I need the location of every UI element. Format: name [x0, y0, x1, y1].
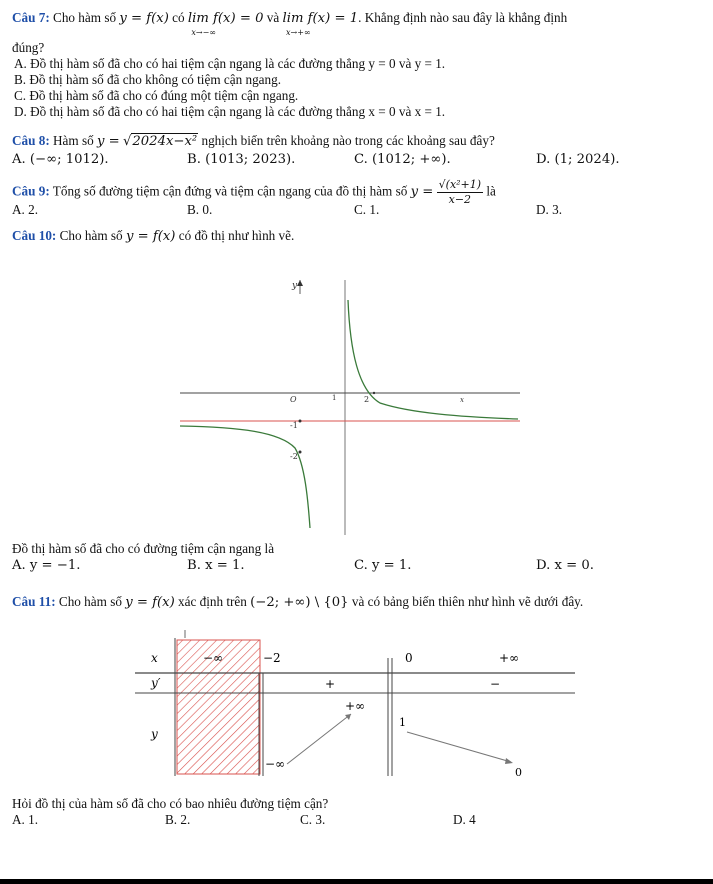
graph-tick-1: 1: [332, 394, 337, 402]
q9-fx-left: y =: [410, 184, 434, 200]
q11-option-d[interactable]: D. 4: [453, 812, 476, 827]
q10-label: Câu 10:: [12, 228, 57, 243]
q9-frac-num: √(x²+1): [438, 178, 482, 191]
q7-stem: [12, 10, 567, 44]
sqrt-icon: √: [123, 134, 132, 149]
q8-option-b[interactable]: B. (1013; 2023).: [187, 152, 296, 167]
q9-label: Câu 9:: [12, 183, 50, 199]
q9-option-a[interactable]: A. 2.: [12, 202, 39, 217]
q10-option-c[interactable]: C. y = 1.: [354, 558, 412, 573]
table-y-zero: 0: [515, 766, 522, 778]
q11-fx: y = f(x): [125, 595, 175, 610]
q7-fx: y = f(x): [119, 11, 169, 26]
q7-lim1-expr: lim f(x) = 0: [187, 11, 264, 26]
graph-point-neg1: [299, 420, 302, 423]
bottom-border: [0, 879, 713, 884]
table-arrow-down-icon: [407, 732, 511, 762]
table-sign-plus: +: [325, 677, 336, 691]
q10-option-d[interactable]: D. x = 0.: [536, 558, 594, 573]
q8-option-a[interactable]: A. (−∞; 1012).: [12, 152, 109, 167]
q7-stem-b: có: [172, 10, 185, 25]
q7-lim2: [283, 10, 359, 44]
table-arrowhead-down-icon: [505, 758, 513, 764]
q8-option-c[interactable]: C. (1012; +∞).: [354, 152, 451, 167]
graph-curve-left: [180, 426, 310, 528]
q10-graph: [180, 280, 520, 535]
q11-stem-b: xác định trên: [178, 594, 247, 609]
q11-stem-c: và có bảng biến thiên như hình vẽ dưới đây.: [351, 594, 584, 609]
graph-point-2: [373, 392, 375, 394]
table-arrowhead-up-icon: [345, 714, 351, 720]
q11-stem: [12, 594, 583, 612]
q11-label: Câu 11:: [12, 594, 56, 609]
q10-stem-b: có đồ thị như hình vẽ.: [178, 228, 295, 243]
graph-y-label: y: [292, 281, 298, 291]
q7-lim1: [188, 10, 264, 44]
table-x-neg2: −2: [263, 651, 281, 665]
graph-tick-neg2: -2: [290, 452, 298, 461]
q7-lim2-sub: x→+∞: [286, 27, 311, 37]
q11-stem-a: Cho hàm số: [58, 594, 122, 609]
q7-option-b[interactable]: B. Đồ thị hàm số đã cho không có tiệm cận ngang.: [14, 72, 281, 87]
q11-option-b[interactable]: B. 2.: [165, 812, 191, 827]
table-row-y: y: [151, 727, 158, 741]
table-y-pos-inf: +∞: [345, 699, 366, 713]
q9-option-c[interactable]: C. 1.: [354, 202, 380, 217]
graph-point-neg2: [299, 451, 302, 454]
q10-option-b[interactable]: B. x = 1.: [187, 558, 245, 573]
q7-lim1-sub: x→−∞: [191, 27, 216, 37]
q9-stem-a: Tổng số đường tiệm cận đứng và tiệm cận ngang của đồ thị hàm số: [52, 183, 408, 199]
q9-frac-den: x−2: [448, 192, 472, 206]
q8-option-d[interactable]: D. (1; 2024).: [536, 152, 620, 167]
q11-option-a[interactable]: A. 1.: [12, 812, 39, 827]
graph-x-label: x: [460, 396, 464, 404]
q8-label: Câu 8:: [12, 133, 50, 148]
q11-question: Hỏi đồ thị của hàm số đã cho có bao nhiêu đường tiệm cận?: [12, 796, 329, 811]
q11-variation-table: [135, 628, 575, 778]
q10-option-a[interactable]: A. y = −1.: [12, 558, 81, 573]
q8-radicand: 2024x−x²: [132, 134, 198, 149]
q8-fx-left: y =: [97, 134, 120, 149]
table-x-0: 0: [405, 651, 413, 665]
q7-stem-cont: đúng?: [12, 40, 45, 55]
table-x-neg-inf: −∞: [203, 651, 224, 665]
q11-domain: (−2; +∞) \ {0}: [250, 595, 349, 610]
q9-option-d[interactable]: D. 3.: [536, 202, 563, 217]
q7-lim2-expr: lim f(x) = 1: [282, 11, 359, 26]
q10-stem: [12, 228, 294, 246]
q9-stem: [12, 178, 496, 207]
q7-stem-a: Cho hàm số: [53, 10, 117, 25]
q9-option-b[interactable]: B. 0.: [187, 202, 213, 217]
q10-fx: y = f(x): [125, 229, 176, 244]
q11-option-c[interactable]: C. 3.: [300, 812, 326, 827]
q9-fraction: [437, 178, 483, 207]
table-row-x: x: [151, 651, 158, 665]
graph-origin-label: O: [290, 395, 297, 404]
q8-stem-a: Hàm số: [53, 133, 94, 148]
table-y-neg-inf: −∞: [265, 757, 286, 771]
graph-curve-right: [348, 300, 518, 419]
table-x-pos-inf: +∞: [499, 651, 520, 665]
q7-option-d[interactable]: D. Đồ thị hàm số đã cho có hai tiệm cận ngang là các đường thẳng x = 0 và x = 1.: [14, 104, 446, 119]
q7-option-c[interactable]: C. Đồ thị hàm số đã cho có đúng một tiệm cận ngang.: [14, 88, 299, 103]
q8-stem-b: nghịch biến trên khoảng nào trong các khoảng sau đây?: [201, 133, 495, 148]
q7-stem-d: . Khẳng định nào sau đây là khẳng định: [358, 10, 568, 25]
q10-stem-a: Cho hàm số: [59, 228, 123, 243]
q10-question: Đồ thị hàm số đã cho có đường tiệm cận ngang là: [12, 541, 275, 556]
q7-option-a[interactable]: A. Đồ thị hàm số đã cho có hai tiệm cận ngang là các đường thẳng y = 0 và y = 1.: [14, 56, 446, 71]
table-row-yprime: y′: [151, 676, 161, 690]
q7-label: Câu 7:: [12, 10, 50, 25]
q7-stem-c: và: [266, 10, 280, 25]
table-sign-minus: −: [490, 677, 501, 691]
q9-stem-b: là: [486, 183, 496, 199]
table-arrow-up-icon: [287, 714, 351, 764]
q8-stem: [12, 133, 495, 151]
table-y-one: 1: [399, 716, 406, 729]
graph-tick-2: 2: [364, 395, 370, 404]
graph-tick-neg1: -1: [290, 421, 298, 430]
